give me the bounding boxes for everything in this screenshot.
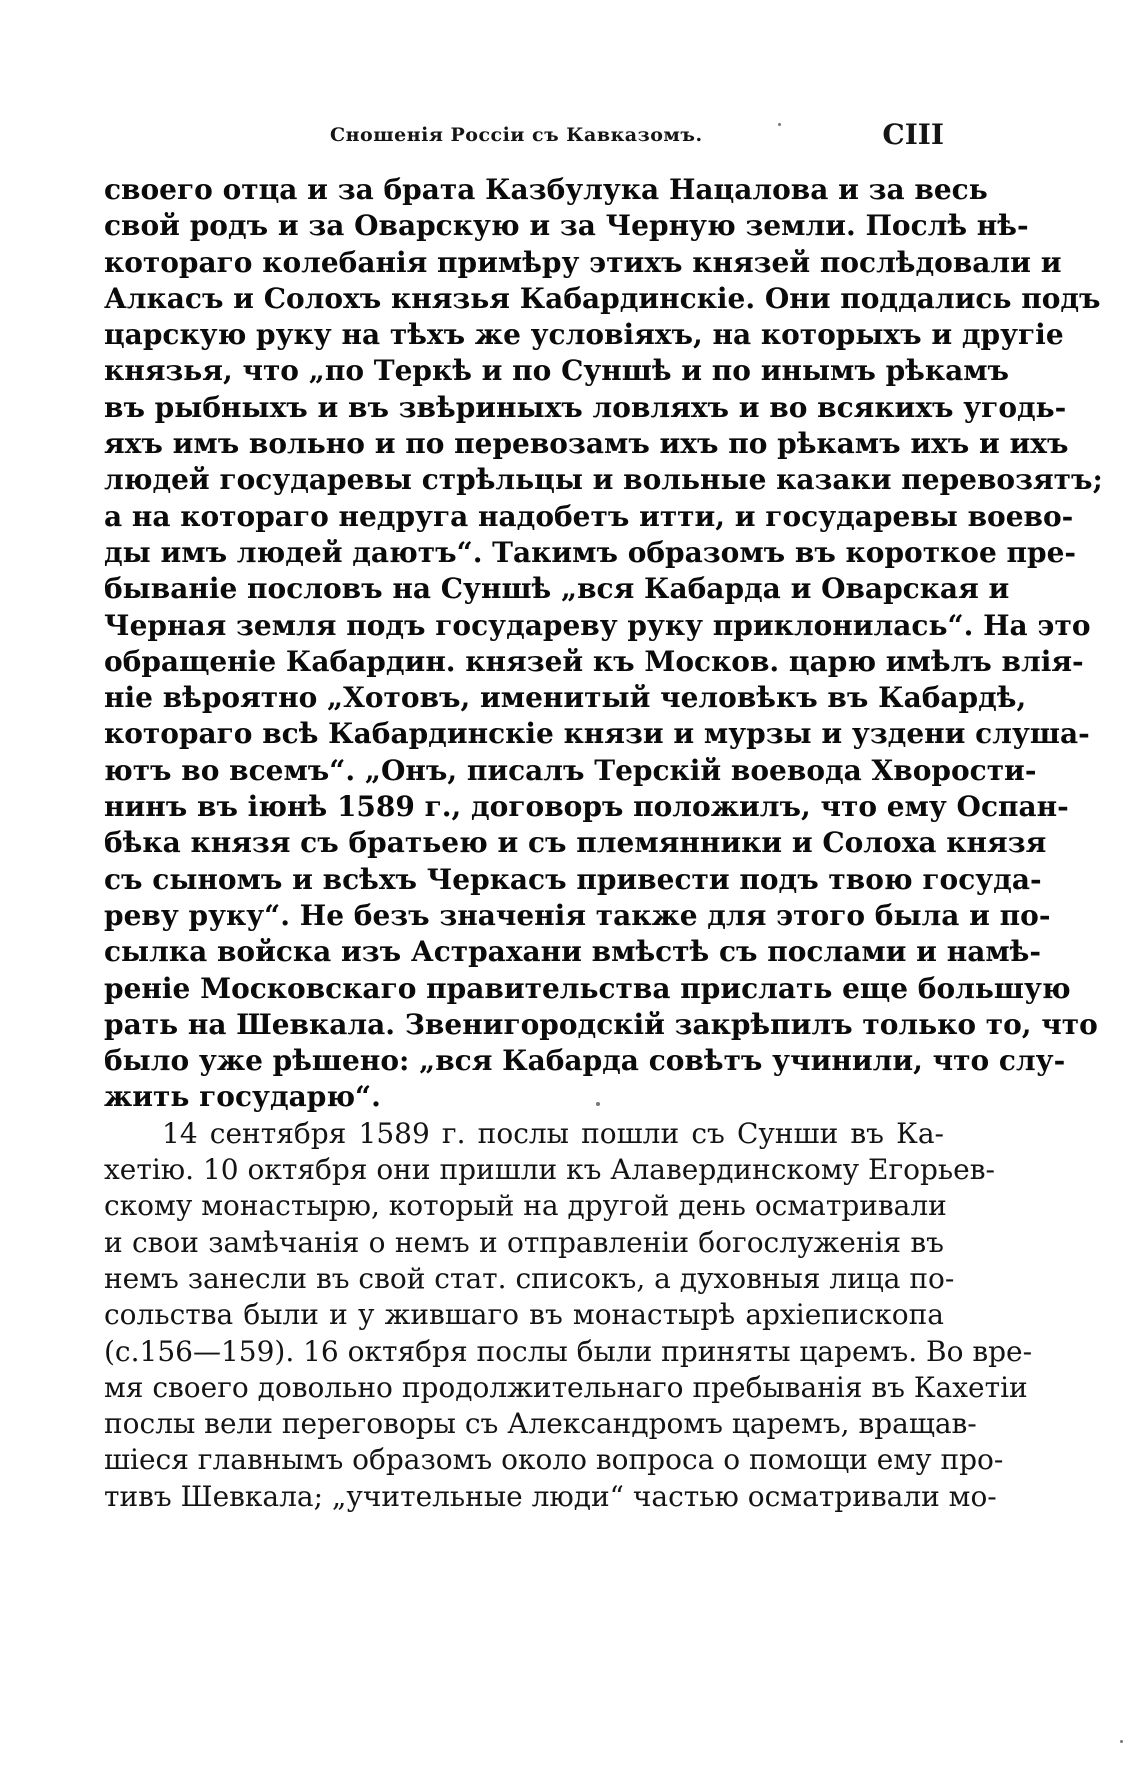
text-line: 14 сентября 1589 г. послы пошли съ Сунши въ Ка- (162, 1116, 944, 1150)
text-line: яхъ имъ вольно и по перевозамъ ихъ по рѣкамъ ихъ и ихъ (104, 427, 1069, 461)
text-line: ды имъ людей даютъ“. Такимъ образомъ въ короткое пре- (104, 535, 1077, 569)
text-line: а на котораго недруга надобетъ итти, и государевы воево- (104, 499, 1074, 533)
text-line: свой родъ и за Оварскую и за Черную земли. Послѣ нѣ- (104, 209, 1029, 243)
text-line: и свои замѣчанія о немъ и отправленіи богослуженія въ (104, 1225, 944, 1259)
text-line: котораго колебанія примѣру этихъ князей послѣдовали и (104, 245, 1062, 279)
text-line: своего отца и за брата Казбулука Нацалова и за весь (104, 173, 988, 206)
text-line: обращеніе Кабардин. князей къ Москов. царю имѣлъ влія- (104, 644, 1084, 678)
text-line: было уже рѣшено: „вся Кабарда совѣтъ учинили, что слу- (104, 1044, 1066, 1078)
text-line: рать на Шевкала. Звенигородскій закрѣпилъ только то, что (104, 1007, 1098, 1041)
text-line: нинъ въ іюнѣ 1589 г., договоръ положилъ, что ему Оспан- (104, 790, 1069, 824)
text-line: скому монастырю, который на другой день осматривали (104, 1189, 947, 1223)
text-line: мя своего довольно продолжительнаго пребыванія въ Кахетіи (104, 1370, 1028, 1404)
text-line: сольства были и у жившаго въ монастырѣ архіепископа (104, 1298, 944, 1332)
print-speck (778, 123, 781, 126)
text-line: бываніе пословъ на Суншѣ „вся Кабарда и Оварская и (104, 572, 1010, 606)
paragraph (104, 1116, 1033, 1515)
text-line: (с.156—159). 16 октября послы были приняты царемъ. Во вре- (104, 1334, 1033, 1368)
text-line: тивъ Шевкала; „учительные люди“ частью осматривали мо- (104, 1479, 997, 1513)
text-line: въ рыбныхъ и въ звѣриныхъ ловляхъ и во всякихъ угодь- (104, 390, 1067, 424)
text-line: жить государю“. (104, 1080, 381, 1114)
text-line: съ сыномъ и всѣхъ Черкасъ привести подъ твою госуда- (104, 862, 1042, 896)
body-text (104, 172, 1103, 1515)
text-line: Алкасъ и Солохъ князья Кабардинскіе. Они поддались подъ (104, 281, 1101, 315)
text-line: реву руку“. Не безъ значенія также для этого была и по- (104, 898, 1051, 932)
text-line: ніе вѣроятно „Хотовъ, именитый человѣкъ въ Кабардѣ, (104, 681, 1027, 715)
print-speck (596, 1102, 600, 1106)
text-line: сылка войска изъ Астрахани вмѣстѣ съ послами и намѣ- (104, 935, 1041, 969)
running-title: Сношенія Россіи съ Кавказомъ. (330, 124, 703, 146)
text-line: немъ занесли въ свой стат. списокъ, а духовныя лица по- (104, 1261, 955, 1295)
paragraph (104, 172, 1103, 1116)
running-head (104, 118, 944, 158)
text-line: шіеся главнымъ образомъ около вопроса о помощи ему про- (104, 1443, 1004, 1477)
text-line: людей государевы стрѣльцы и вольные казаки перевозятъ; (104, 463, 1103, 497)
text-line: послы вели переговоры съ Александромъ царемъ, вращав- (104, 1407, 977, 1441)
text-line: ютъ во всемъ“. „Онъ, писалъ Терскій воевода Хворости- (104, 753, 1037, 787)
text-line: хетію. 10 октября они пришли къ Алавердинскому Егорьев- (104, 1153, 995, 1187)
print-speck (1120, 1740, 1123, 1743)
page-number: CIII (882, 118, 944, 151)
text-line: Черная земля подъ государеву руку приклонилась“. На это (104, 608, 1091, 642)
text-line: князья, что „по Теркѣ и по Суншѣ и по инымъ рѣкамъ (104, 354, 1010, 388)
text-line: царскую руку на тѣхъ же условіяхъ, на которыхъ и другіе (104, 318, 1064, 352)
text-line: реніе Московскаго правительства прислать еще большую (104, 971, 1071, 1005)
text-line: бѣка князя съ братьею и съ племянники и Солоха князя (104, 826, 1047, 860)
text-line: котораго всѣ Кабардинскіе князи и мурзы и уздени слушa- (104, 717, 1090, 751)
